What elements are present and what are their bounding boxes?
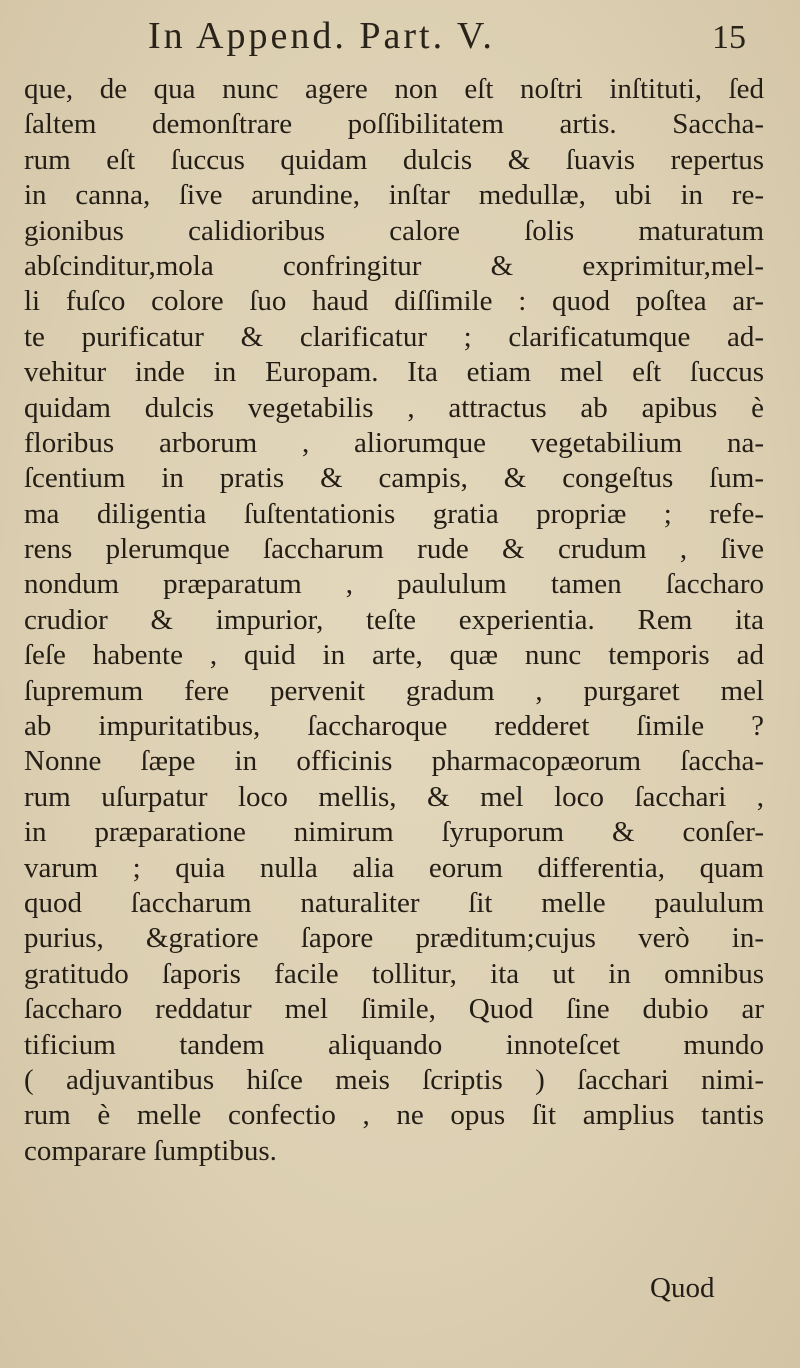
text-line: ſeſe habente , quid in arte, quæ nunc temporis ad xyxy=(24,639,764,672)
catchword: Quod xyxy=(650,1272,715,1304)
text-line: nondum præparatum , paululum tamen ſaccharo xyxy=(24,568,764,601)
text-line: ſaltem demonſtrare poſſibilitatem artis. Saccha- xyxy=(24,108,764,141)
page-number: 15 xyxy=(712,19,746,56)
text-line: que, de qua nunc agere non eſt noſtri inſtituti, ſed xyxy=(24,73,764,105)
text-line: purius, &gratiore ſapore præditum;cujus verò in- xyxy=(24,922,764,955)
text-line: quidam dulcis vegetabilis , attractus ab apibus è xyxy=(24,391,764,424)
text-line: ſcentium in pratis & campis, & congeſtus ſum- xyxy=(24,462,764,495)
text-line: ſaccharo reddatur mel ſimile, Quod ſine dubio ar xyxy=(24,993,764,1026)
text-line: gionibus calidioribus calore ſolis maturatum xyxy=(24,214,764,247)
text-line: rum è melle confectio , ne opus ſit amplius tantis xyxy=(24,1099,764,1132)
text-line: gratitudo ſaporis facile tollitur, ita ut in omnibus xyxy=(24,957,764,990)
text-line: abſcinditur,mola confringitur & exprimitur,mel- xyxy=(24,249,764,282)
text-line: in canna, ſive arundine, inſtar medullæ, ubi in re- xyxy=(24,179,764,212)
text-line: ma diligentia ſuſtentationis gratia propriæ ; refe- xyxy=(24,497,764,530)
text-line: te purificatur & clarificatur ; clarificatumque ad- xyxy=(24,320,764,353)
text-line: varum ; quia nulla alia eorum differentia, quam xyxy=(24,851,764,884)
text-line: li fuſco colore ſuo haud diſſimile : quod poſtea ar- xyxy=(24,285,764,318)
text-line: crudior & impurior, teſte experientia. Rem ita xyxy=(24,603,764,636)
text-line: quod ſaccharum naturaliter ſit melle paululum xyxy=(24,886,764,919)
body-text xyxy=(24,72,764,1169)
text-line: vehitur inde in Europam. Ita etiam mel eſt ſuccus xyxy=(24,356,764,389)
text-line: floribus arborum , aliorumque vegetabilium na- xyxy=(24,426,764,459)
text-line: rens plerumque ſaccharum rude & crudum , ſive xyxy=(24,533,764,566)
text-line: ab impuritatibus, ſaccharoque redderet ſimile ? xyxy=(24,710,764,743)
text-line: rum uſurpatur loco mellis, & mel loco ſacchari , xyxy=(24,780,764,813)
text-line: in præparatione nimirum ſyruporum & conſer- xyxy=(24,816,764,849)
text-line: comparare ſumptibus. xyxy=(24,1134,277,1167)
text-line: tificium tandem aliquando innoteſcet mundo xyxy=(24,1028,764,1061)
text-line: ſupremum fere pervenit gradum , purgaret mel xyxy=(24,674,764,707)
text-line: ( adjuvantibus hiſce meis ſcriptis ) ſacchari nimi- xyxy=(24,1063,764,1096)
text-line: Nonne ſæpe in officinis pharmacopæorum ſaccha- xyxy=(24,745,764,778)
running-head: In Append. Part. V. xyxy=(148,15,495,57)
text-line: rum eſt ſuccus quidam dulcis & ſuavis repertus xyxy=(24,143,764,176)
